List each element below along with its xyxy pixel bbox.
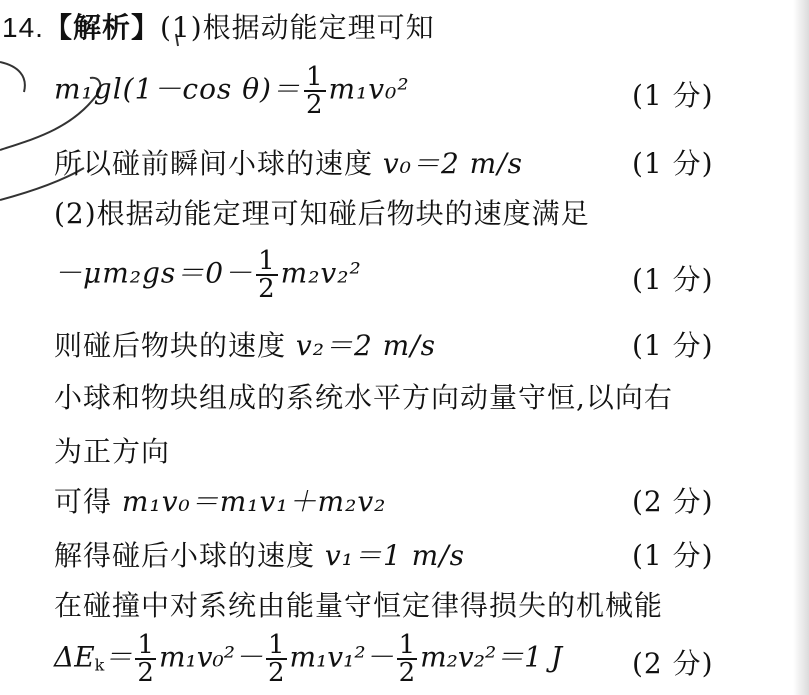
score-v2: (1 分) (632, 329, 714, 362)
part1-intro: (1)根据动能定理可知 (159, 11, 435, 44)
analysis-label: 【解析】 (43, 11, 160, 44)
equation-2: －μm₂gs＝0－ $\frac{1}{2}$ m₂v₂² (1 分) (54, 246, 714, 304)
line-momentum-2: 为正方向 (54, 435, 171, 468)
line-momentum-1: 小球和物块组成的系统水平方向动量守恒,以向右 (54, 381, 673, 414)
score-eq3: (2 分) (632, 485, 714, 518)
fraction-half: $\frac{1}{2}$ (267, 630, 285, 688)
fraction-half: $\frac{1}{2}$ (398, 630, 416, 688)
fraction-half: $\frac{1}{2}$ (258, 246, 276, 304)
fraction-half: $\frac{1}{2}$ (137, 630, 154, 688)
line-v0: 所以碰前瞬间小球的速度 v₀＝2 m/s (1 分) (0, 132, 809, 194)
fraction-half: $\frac{1}{2}$ (305, 62, 324, 120)
score-v0: (1 分) (632, 147, 714, 180)
equation-3: 可得 m₁v₀＝m₁v₁＋m₂v₂ (2 分) (0, 476, 809, 538)
score-eq1: (1 分) (632, 79, 714, 112)
scan-edge-shadow (793, 0, 809, 695)
line-energy: 在碰撞中对系统由能量守恒定律得损失的机械能 (54, 589, 664, 622)
line-v2: 则碰后物块的速度 v₂＝2 m/s (1 分) (0, 318, 809, 380)
score-eq4: (2 分) (632, 647, 714, 680)
score-v1: (1 分) (632, 539, 714, 572)
equation-4: $\Delta E_k=$ $\frac{1}{2}$ m₁v₀²－ $\frac{1}{2}$ m₁v₁²－ $\frac{1}{2}$ m₂v₂²＝1 J (2 分) (54, 630, 714, 688)
score-eq2: (1 分) (632, 263, 714, 296)
line-v1: 解得碰后小球的速度 v₁＝1 m/s (1 分) (0, 530, 809, 592)
line-part2: (2)根据动能定理可知碰后物块的速度满足 (54, 197, 590, 230)
header-line (0, 0, 809, 62)
question-number: 14. (2, 12, 44, 43)
equation-1: m₁gl(1－cos θ)＝ $\frac{1}{2}$ m₁v₀² (1 分) (54, 62, 714, 120)
